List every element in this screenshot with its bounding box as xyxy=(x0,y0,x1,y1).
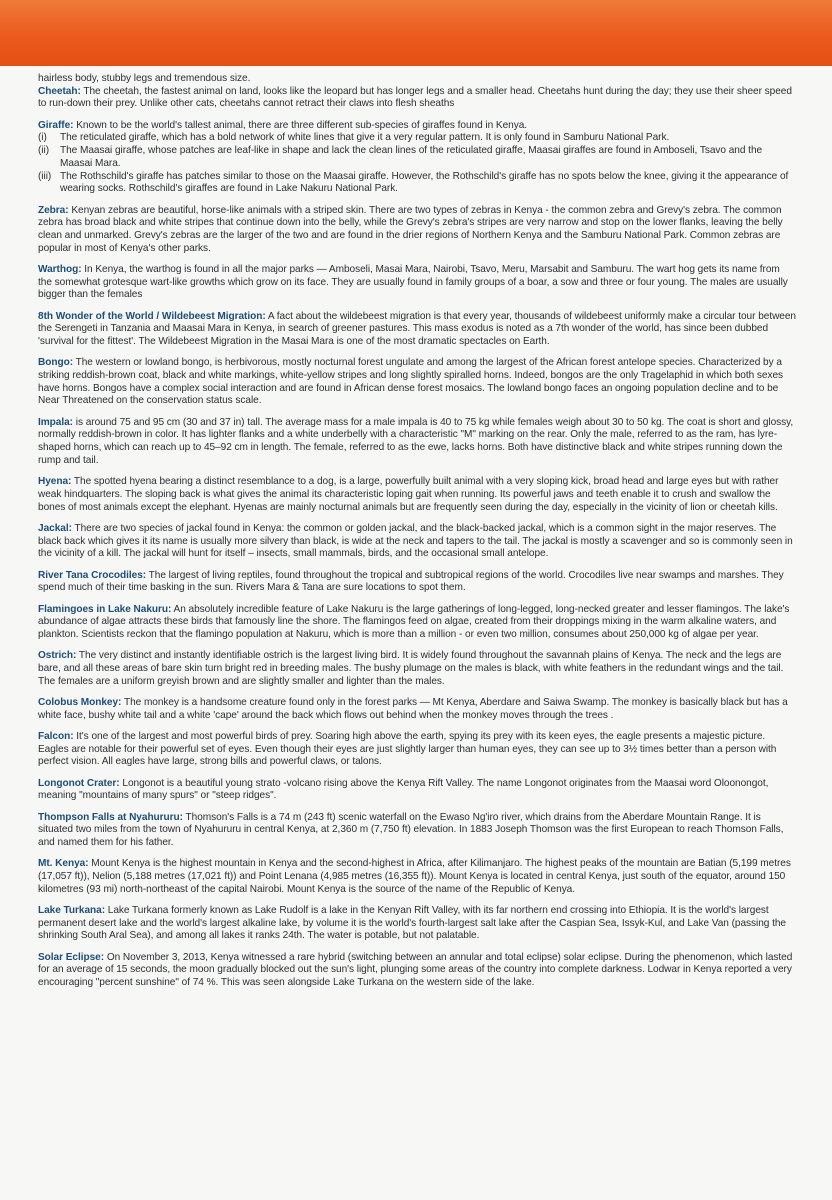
entry-river-tana-crocodiles xyxy=(38,570,796,595)
list-item xyxy=(38,145,796,170)
entry-term: Solar Eclipse: xyxy=(38,951,105,963)
entry-text: is around 75 and 95 cm (30 and 37 in) tall. The average mass for a male impala is 40 to 75 kg while females weigh about 30 to 50 kg. The coat is short and glossy, normally reddish-brown in color. It has lighter flanks and a white underbelly with a characteristic "M" marking on the rear. Only the male, referred to as the ram, has lyre-shaped horns, which can reach up to 45–92 cm in length. The female, referred to as the ewe, lacks horns. Both have distinctive black and white stripes running down the rump and tail. xyxy=(38,416,794,466)
entry-ostrich xyxy=(38,650,796,688)
orange-header-banner xyxy=(0,0,832,66)
entry-thompson-falls xyxy=(38,812,796,850)
entry-text: Known to be the world's tallest animal, there are three different sub-species of giraffes found in Kenya. xyxy=(73,119,528,131)
entry-term: Giraffe: xyxy=(38,119,74,131)
entry-term: 8th Wonder of the World / Wildebeest Migration: xyxy=(38,310,266,322)
entry-term: Lake Turkana: xyxy=(38,905,106,917)
entry-giraffe xyxy=(38,120,796,196)
entry-text: In Kenya, the warthog is found in all the major parks — Amboseli, Masai Mara, Nairobi, Tsavo, Meru, Marsabit and Samburu. The wart hog gets its name from the somewhat grotesque wart-like growths which grow on its face. They are usually found in family groups of a boar, a sow and three or four young. The males are usually bigger than the females xyxy=(38,263,788,301)
list-text: The Rothschild's giraffe has patches similar to those on the Maasai giraffe. However, the Rothschild's giraffe has no spots below the knee, giving it the appearance of wearing socks. Rothschild's giraffes are found in Lake Nakuru National Park. xyxy=(60,170,789,195)
entry-text: Longonot is a beautiful young strato -volcano rising above the Kenya Rift Valley. The name Longonot originates from the Maasai word Oloonongot, meaning "mountains of many spurs" or "steep ridges". xyxy=(38,777,769,802)
list-number: (iii) xyxy=(38,170,52,182)
article-body xyxy=(38,73,796,998)
entry-text: Lake Turkana formerly known as Lake Rudolf is a lake in the Kenyan Rift Valley, with its far northern end crossing into Ethiopia. It is the world's largest permanent desert lake and the world's largest alkaline lake, by volume it is the world's fourth-largest salt lake after the Caspian Sea, Issyk-Kul, and Lake Van (passing the shrinking South Aral Sea), and among all lakes it ranks 24th. The water is potable, but not palatable. xyxy=(38,905,786,942)
entry-term: Falcon: xyxy=(38,730,74,742)
entry-text: The spotted hyena bearing a distinct resemblance to a dog, is a large, powerfully built animal with a very sloping kick, broad head and large eyes but with rather weak hindquarters. The sloping back is what gives the animal its characteristic loping gait when running. Its powerful jaws and teeth enable it to crush and swallow the bones of most animals except the elephant. Hyenas are mainly nocturnal animals but are frequently seen during the day, especially in the vicinity of lion or cheetah kills. xyxy=(38,476,779,513)
entry-text: There are two species of jackal found in Kenya: the common or golden jackal, and the black-backed jackal, which is a common sight in the major reserves. The black back which gives it its name is usually more silvery than black, is wide at the neck and tapers to the tail. The jackal is mostly a scavenger and so is commonly seen in the vicinity of a kill. The jackal will hunt for itself – insects, small mammals, birds, and the occasional small antelope. xyxy=(38,522,793,560)
entry-text: Thomson's Falls is a 74 m (243 ft) scenic waterfall on the Ewaso Ng'iro river, which drains from the Aberdare Mountain Range. It is situated two miles from the town of Nyahururu in central Kenya, at 2,360 m (7,750 ft) elevation. In 1883 Joseph Thomson was the first European to reach Thomson Falls, and named them for his father. xyxy=(38,811,784,849)
entry-term: Bongo: xyxy=(38,357,74,369)
entry-term: Colobus Monkey: xyxy=(38,696,122,708)
entry-zebra xyxy=(38,205,796,256)
entry-text: Kenyan zebras are beautiful, horse-like animals with a striped skin. There are two types of zebras in Kenya - the common zebra and Grevy's zebra. The common zebra has broad black and white stripes that continue down into the belly, while the Grevy's zebra's stripes are very narrow and stop on the lower flanks, leaving the belly clean and unmarked. Grevy's zebras are the larger of the two and are found in the drier regions of Northern Kenya and the Samburu National Park. Common zebras are popular in most of Kenya's other parks. xyxy=(38,204,783,254)
list-item xyxy=(38,171,796,196)
entry-flamingoes xyxy=(38,604,796,642)
entry-text: An absolutely incredible feature of Lake Nakuru is the large gatherings of long-legged, long-necked greater and lesser flamingos. The lake's abundance of algae attracts these birds that famously line the shore. The flamingos feed on algae, created from their droppings mixing in the warm alkaline waters, and plankton. Scientists reckon that the flamingo population at Nakuru, which is more than a million - or even two million, consumes about 250,000 kg of algae per year. xyxy=(38,603,790,640)
giraffe-subspecies-list xyxy=(38,132,796,196)
entry-term: Mt. Kenya: xyxy=(38,858,89,870)
entry-mt-kenya xyxy=(38,858,796,896)
entry-text: The monkey is a handsome creature found only in the forest parks — Mt Kenya, Aberdare and Saiwa Swamp. The monkey is basically black but has a white face, bushy white tail and a white 'cape' around the back which flows out behind when the monkey moves through the trees . xyxy=(38,696,788,721)
entry-bongo xyxy=(38,357,796,408)
entry-text: It's one of the largest and most powerful birds of prey. Soaring high above the earth, spying its prey with its keen eyes, the eagle presents a majestic picture. Eagles are notable for their powerful set of eyes. Even though their eyes are just slightly larger than human eyes, they can see up to 3½ times better than a person with perfect vision. All eagles have large, strong bills and powerful claws, or talons. xyxy=(38,730,777,768)
entry-term: Impala: xyxy=(38,416,73,428)
entry-term: Zebra: xyxy=(38,204,69,216)
entry-term: Longonot Crater: xyxy=(38,777,120,789)
entry-term: Thompson Falls at Nyahururu: xyxy=(38,811,183,823)
list-number: (ii) xyxy=(38,145,50,157)
list-item xyxy=(38,132,796,145)
entry-hyena xyxy=(38,476,796,514)
entry-term: Hyena: xyxy=(38,476,72,488)
entry-text: On November 3, 2013, Kenya witnessed a rare hybrid (switching between an annular and total eclipse) solar eclipse. During the phenomenon, which lasted for an average of 15 seconds, the moon gradually blocked out the sun's light, plunging some areas of the country into complete darkness. Lodwar in Kenya reported a very encouraging "percent sunshine" of 74 %. This was seen alongside Lake Turkana on the western side of the lake. xyxy=(38,951,793,989)
entry-text: The western or lowland bongo, is herbivorous, mostly nocturnal forest ungulate and among the largest of the African forest antelope species. Characterized by a striking reddish-brown coat, black and white markings, white-yellow stripes and long slightly spiralled horns. Indeed, bongos are the only Tragelaphid in which both sexes have horns. Bongos have a complex social interaction and are found in African dense forest mosaics. The lowland bongo faces an ongoing population decline and to be Near Threatened on the conservation status scale. xyxy=(38,357,784,407)
entry-colobus-monkey xyxy=(38,697,796,722)
entry-term: Ostrich: xyxy=(38,650,77,662)
entry-falcon xyxy=(38,731,796,769)
entry-solar-eclipse xyxy=(38,952,796,990)
entry-text: Mount Kenya is the highest mountain in Kenya and the second-highest in Africa, after Kilimanjaro. The highest peaks of the mountain are Batian (5,199 metres (17,057 ft)), Nelion (5,188 metres (17,021 ft)) and Point Lenana (4,985 metres (16,355 ft)). Mount Kenya is located in central Kenya, just south of the equator, around 150 kilometres (93 mi) north-northeast of the capital Nairobi. Mount Kenya is the source of the name of the Republic of Kenya. xyxy=(38,858,791,895)
entry-text: The very distinct and instantly identifiable ostrich is the largest living bird. It is widely found throughout the savannah plains of Kenya. The neck and the legs are bare, and all these areas of bare skin turn bright red in breeding males. The bushy plumage on the males is black, with white feathers in the redundant wings and the tail. The females are a uniform greyish brown and are slightly smaller and lighter than the males. xyxy=(38,650,784,687)
entry-term: Cheetah: xyxy=(38,85,81,97)
entry-text: A fact about the wildebeest migration is that every year, thousands of wildebeest uniformly make a circular tour between the Serengeti in Tanzania and Maasai Mara in Kenya, in search of greener pastures. This mass exodus is noted as a 7th wonder of the world, has since been dubbed 'survival for the fittest'. The Wildebeest Migration in the Masai Mara is one of the most dramatic spectacles on Earth. xyxy=(38,310,797,348)
list-text: The reticulated giraffe, which has a bold network of white lines that give it a very regular pattern. It is only found in Samburu National Park. xyxy=(60,132,670,144)
entry-impala xyxy=(38,417,796,468)
entry-jackal xyxy=(38,523,796,561)
entry-longonot-crater xyxy=(38,778,796,803)
entry-wildebeest-migration xyxy=(38,311,796,349)
entry-text: The largest of living reptiles, found throughout the tropical and subtropical regions of the world. Crocodiles live near swamps and marshes. They spend much of their time basking in the sun. Rivers Mara & Tana are sure locations to spot them. xyxy=(38,569,784,594)
list-number: (i) xyxy=(38,132,47,144)
entry-lake-turkana xyxy=(38,905,796,943)
entry-term: Warthog: xyxy=(38,263,82,275)
entry-term: Flamingoes in Lake Nakuru: xyxy=(38,603,172,615)
entry-text: The cheetah, the fastest animal on land, looks like the leopard but has longer legs and a smaller head. Cheetahs hunt during the day; they use their sheer speed to run-down their prey. Unlike other cats, cheetahs cannot retract their claws into flesh sheaths xyxy=(38,85,792,110)
entry-cheetah xyxy=(38,86,796,111)
list-text: The Maasai giraffe, whose patches are leaf-like in shape and lack the clean lines of the reticulated giraffe, Maasai giraffes are found in Amboseli, Tsavo and the Maasai Mara. xyxy=(60,145,763,169)
intro-paragraph: hairless body, stubby legs and tremendous size. xyxy=(38,73,251,84)
entry-warthog xyxy=(38,264,796,302)
entry-term: River Tana Crocodiles: xyxy=(38,569,147,581)
entry-term: Jackal: xyxy=(38,522,72,534)
